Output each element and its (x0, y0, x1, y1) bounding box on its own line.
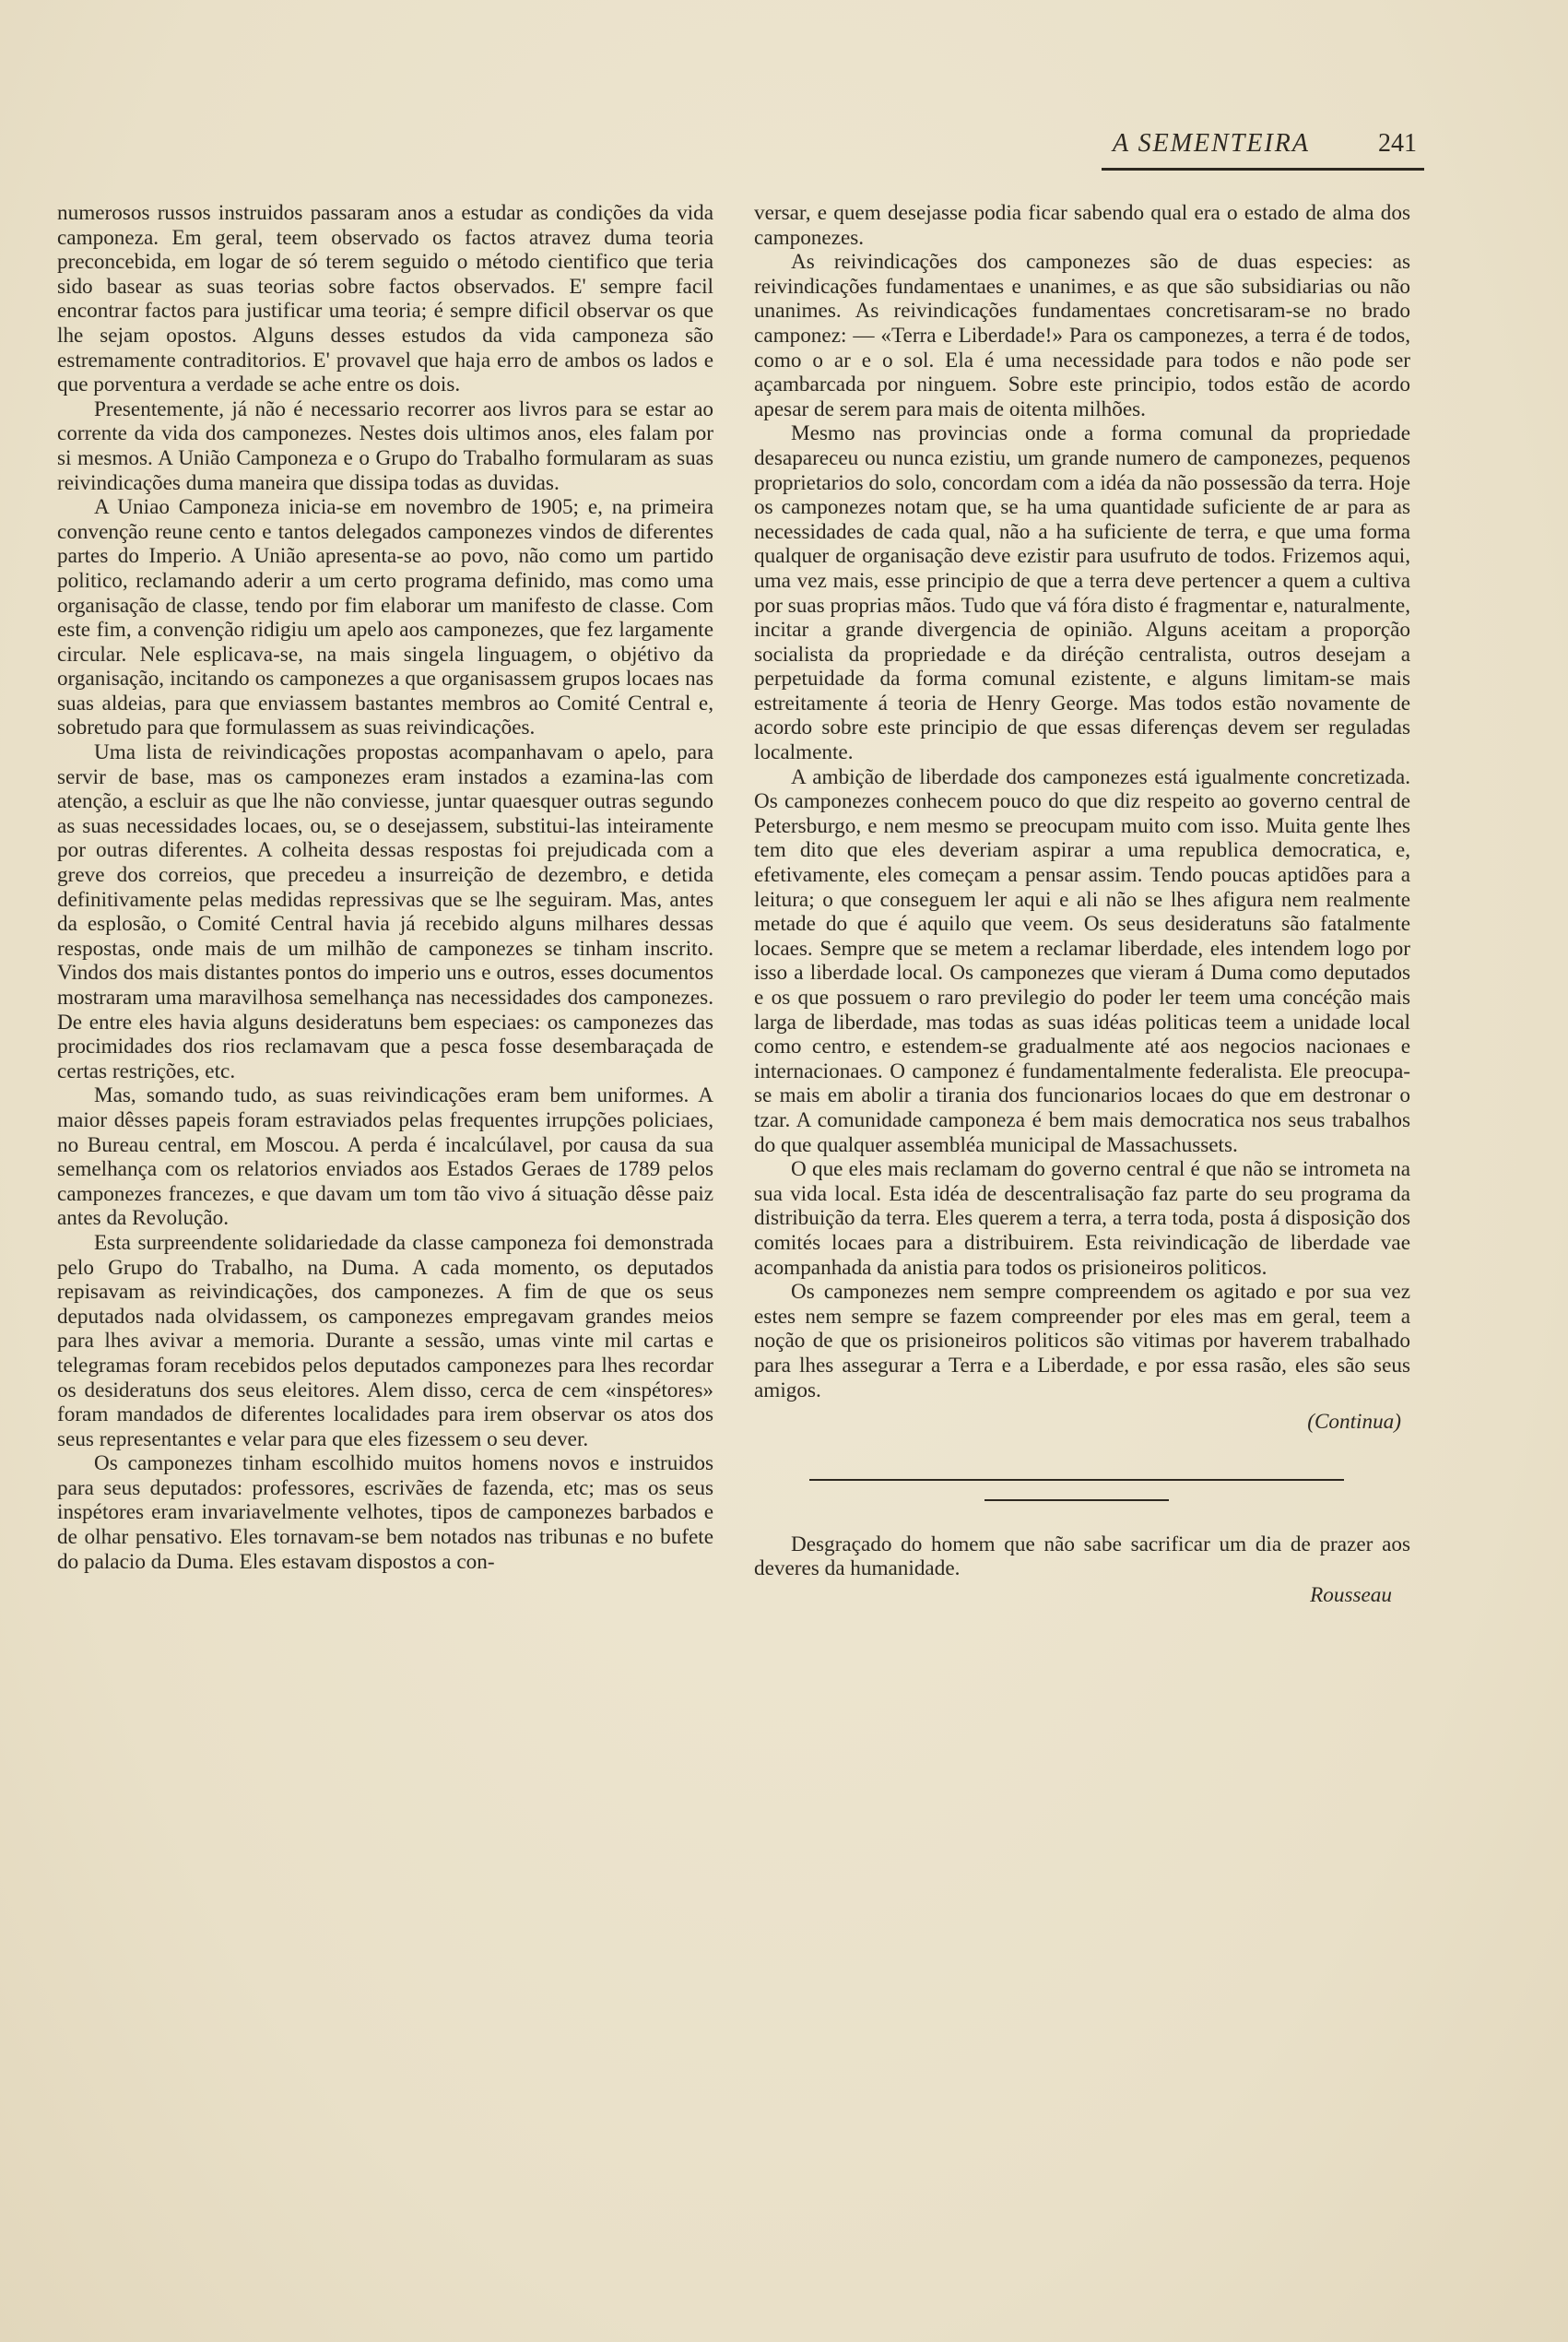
paragraph: numerosos russos instruidos passaram anos a estudar as condições da vida camponeza. Em geral, teem observado os factos atravez duma teoria preconcebida, em logar de só terem seguido o método cientifico que teria sido basear as suas teorias sobre factos observados. E' sempre facil encontrar factos para justificar uma teoria; é sempre dificil observar os que lhe sejam opostos. Alguns desses estudos da vida camponeza são estremamente contraditorios. E' provavel que haja erro de ambos os lados e que porventura a verdade se ache entre os dois. (57, 201, 713, 397)
paragraph: Mesmo nas provincias onde a forma comunal da propriedade desapareceu ou nunca ezistiu, um grande numero de camponezes, pequenos proprietarios do solo, concordam com a idéa da não possessão da terra. Hoje os camponezes notam que, se ha uma quantidade suficiente de ar para as necessidades de cada qual, não a ha suficiente de terra, e que uma forma qualquer de organisação deve ezistir para usufruto de todos. Frizemos aqui, uma vez mais, esse principio de que a terra deve pertencer a quem a cultiva por suas proprias mãos. Tudo que vá fóra disto é fragmentar e, naturalmente, incitar a grande divergencia de opinião. Alguns aceitam a proporção socialista da propriedade e da diréção centralista, outros desejam a perpetuidade da forma comunal ezistente, e alguns limitam-se mais estreitamente á teoria de Henry George. Mas todos estão novamente de acordo sobre este principio de que essas diferenças devem ser reguladas localmente. (754, 421, 1410, 765)
paragraph: As reivindicações dos camponezes são de duas especies: as reivindicações fundamentaes e unanimes, e as que são subsidiarias ou não unanimes. As reivindicações fundamentaes concretisaram-se no brado camponez: — «Terra e Liberdade!» Para os camponezes, a terra é de todos, como o ar e o sol. Ela é uma necessidade para todos e não pode ser açambarcada por ninguem. Sobre este principio, todos estão de acordo apesar de serem para mais de oitenta milhões. (754, 250, 1410, 421)
page-number: 241 (1378, 129, 1417, 158)
paragraph: A Uniao Camponeza inicia-se em novembro de 1905; e, na primeira convenção reune cento e tantos delegados camponezes vindos de diferentes partes do Imperio. A União apresenta-se ao povo, não como um partido politico, reclamando aderir a um certo programa definido, mas como uma organisação de classe, tendo por fim elaborar um manifesto de classe. Com este fim, a convenção ridigiu um apelo aos camponezes, que fez largamente circular. Nele esplicava-se, na mais singela linguagem, o objétivo da organisação, incitando os camponezes a que organisassem grupos locaes nas suas aldeias, para que enviassem bastantes membros ao Comité Central e, sobretudo para que formulassem as suas reivindicações. (57, 495, 713, 740)
paragraph: Esta surpreendente solidariedade da classe camponeza foi demonstrada pelo Grupo do Trabalho, na Duma. A cada momento, os deputados repisavam as reivindicações, dos camponezes. A fim de que os seus deputados nada olvidassem, os camponezes empregavam grandes meios para lhes avivar a memoria. Durante a sessão, umas vinte mil cartas e telegramas foram recebidos pelos deputados camponezes para lhes recordar os desideratuns dos seus eleitores. Alem disso, cerca de cem «inspétores» foram mandados de diferentes localidades para irem observar os atos dos seus representantes e velar para que eles fizessem o seu dever. (57, 1230, 713, 1451)
paragraph: Os camponezes nem sempre compreendem os agitado e por sua vez estes nem sempre se fazem compreender por eles mas em geral, teem a noção de que os prisioneiros politicos são vitimas por haverem trabalhado para lhes assegurar a Terra e a Liberdade, e por essa rasão, eles são seus amigos. (754, 1280, 1410, 1402)
paragraph: Mas, somando tudo, as suas reivindicações eram bem uniformes. A maior dêsses papeis foram estraviados pelas frequentes irrupções policiaes, no Bureau central, em Moscou. A perda é incalcúlavel, por causa da sua semelhança com os relatorios enviados aos Estados Geraes de 1789 pelos camponezes francezes, e que davam um tom tão vivo á situação dêsse paiz antes da Revolução. (57, 1083, 713, 1231)
paragraph: versar, e quem desejasse podia ficar sabendo qual era o estado de alma dos camponezes. (754, 201, 1410, 250)
paragraph: Presentemente, já não é necessario recorrer aos livros para se estar ao corrente da vida dos camponezes. Nestes dois ultimos anos, eles falam por si mesmos. A União Camponeza e o Grupo do Trabalho formularam as suas reivindicações duma maneira que dissipa todas as duvidas. (57, 396, 713, 495)
divider-rule (809, 1479, 1344, 1481)
quote-text: Desgraçado do homem que não sabe sacrificar um dia de prazer aos deveres da humanidade. (754, 1532, 1410, 1581)
divider-rule (984, 1499, 1169, 1501)
section-divider (754, 1461, 1410, 1525)
paragraph: Os camponezes tinham escolhido muitos homens novos e instruidos para seus deputados: professores, escrivães de fazenda, etc; mas os seus inspétores eram invariavelmente velhotes, tipos de camponezes barbados e de olhar pensativo. Eles tornavam-se bem notados nas tribunas e no bufete do palacio da Duma. Eles estavam dispostos a con- (57, 1451, 713, 1574)
page-header (1102, 129, 1424, 171)
paragraph: O que eles mais reclamam do governo central é que não se intrometa na sua vida local. Esta idéa de descentralisação faz parte do seu programa da distribuição da terra. Eles querem a terra, a terra toda, posta á disposição dos comités locaes para a distribuirem. Esta reivindicação de liberdade vae acompanhada da anistia para todos os prisioneiros politicos. (754, 1157, 1410, 1280)
epigraph (754, 1532, 1410, 1608)
paragraph: A ambição de liberdade dos camponezes está igualmente concretizada. Os camponezes conhecem pouco do que diz respeito ao governo central de Petersburgo, e nem mesmo se preocupam muito com isso. Muita gente lhes tem dito que eles deveriam aspirar a uma republica democratica, e, efetivamente, eles começam a pensar assim. Tendo poucas aptidões para a leitura; o que conseguem ler aqui e ali não se lhes afigura nem realmente metade do que é aquilo que veem. Os seus desideratuns são fatalmente locaes. Sempre que se metem a reclamar liberdade, eles intendem logo por isso a liberdade local. Os camponezes que vieram á Duma como deputados e os que possuem o raro previlegio do poder ler teem uma concéção mais larga de liberdade, mas todas as suas idéas politicas teem a unidade local como centro, e estendem-se gradualmente até aos negocios nacionaes e internacionaes. O camponez é fundamentalmente federalista. Ele preocupa-se mais em abolir a tirania dos funcionarios locaes do que em destronar o tzar. A comunidade camponeza é bem mais democratica nos seus trabalhos do que qualquer assembléa municipal de Massachussets. (754, 764, 1410, 1157)
left-column (57, 201, 713, 1574)
quote-author: Rousseau (1310, 1582, 1392, 1607)
continua-note: (Continua) (1307, 1410, 1401, 1435)
right-column (754, 201, 1410, 1607)
paragraph: Uma lista de reivindicações propostas acompanhavam o apelo, para servir de base, mas os camponezes eram instados a ezamina-las com atenção, a escluir as que lhe não conviesse, juntar quaesquer outras segundo as suas necessidades locaes, ou, se o desejassem, substitui-las inteiramente por outras diferentes. A colheita dessas respostas foi prejudicada com a greve dos correios, que precedeu a insurreição de dezembro, e detida definitivamente pelas medidas repressivas que se lhe seguiram. Mas, antes da esplosão, o Comité Central havia já recebido alguns milhares dessas respostas, onde mais de um milhão de camponezes se tinham inscrito. Vindos dos mais distantes pontos do imperio uns e outros, esses documentos mostraram uma maravilhosa semelhança nas necessidades dos camponezes. De entre eles havia alguns desideratuns bem especiaes: os camponezes das procimidades dos rios reclamavam que a pesca fosse desembaraçada de certas restrições, etc. (57, 740, 713, 1083)
journal-title: A SEMENTEIRA (1113, 129, 1311, 158)
